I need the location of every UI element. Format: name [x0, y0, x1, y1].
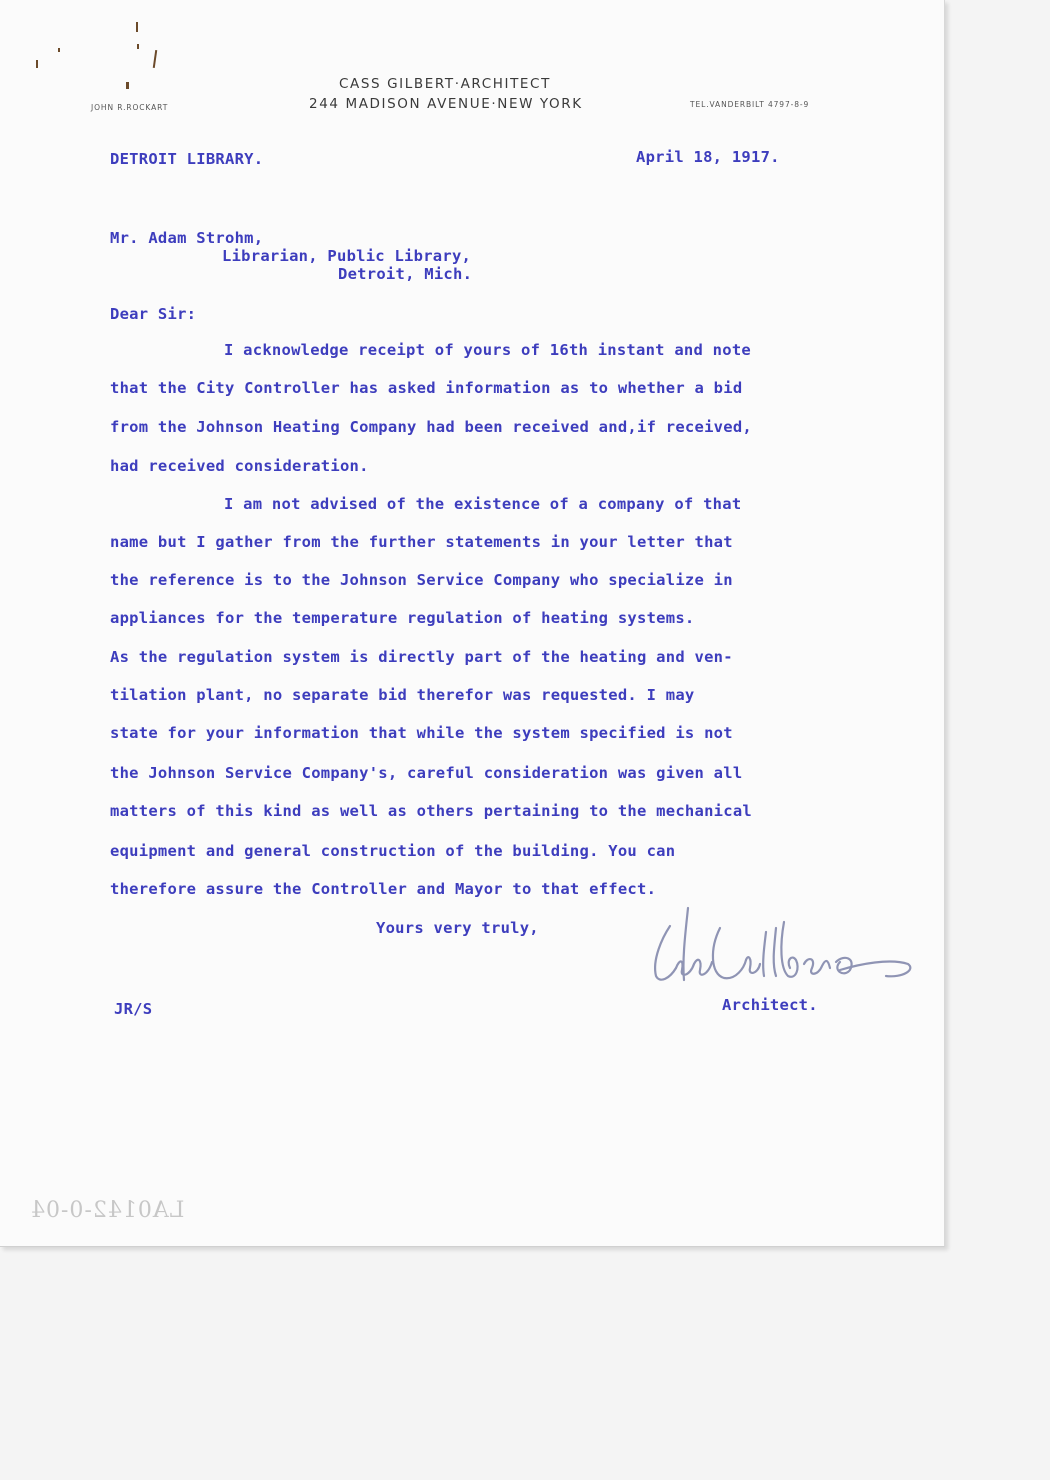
subject-line: DETROIT LIBRARY. — [110, 150, 264, 168]
signer-title: Architect. — [722, 996, 818, 1014]
body-line: therefore assure the Controller and Mayor to that effect. — [110, 880, 657, 898]
body-line: tilation plant, no separate bid therefor was requested. I may — [110, 686, 695, 704]
body-line: appliances for the temperature regulation of heating systems. — [110, 609, 695, 627]
letterhead-left-name: JOHN R.ROCKART — [91, 103, 169, 112]
recipient-title: Librarian, Public Library, — [222, 247, 472, 265]
recipient-city: Detroit, Mich. — [338, 265, 473, 283]
body-line: the reference is to the Johnson Service Company who specialize in — [110, 571, 733, 589]
paper-mark — [126, 82, 129, 89]
body-line: equipment and general construction of the building. You can — [110, 842, 676, 860]
paper-mark — [136, 22, 138, 32]
closing: Yours very truly, — [376, 919, 539, 937]
letterhead-telephone: TEL.VANDERBILT 4797-8-9 — [690, 100, 810, 109]
paper-mark — [153, 50, 157, 68]
typist-initials: JR/S — [114, 1000, 153, 1018]
letterhead-address: 244 MADISON AVENUE·NEW YORK — [309, 96, 583, 112]
salutation: Dear Sir: — [110, 305, 197, 323]
letterhead-firm: CASS GILBERT·ARCHITECT — [339, 76, 551, 92]
body-line: As the regulation system is directly part of the heating and ven- — [110, 648, 733, 666]
body-line: I am not advised of the existence of a company of that — [224, 495, 742, 513]
signature-image — [640, 898, 915, 993]
body-line: name but I gather from the further statements in your letter that — [110, 533, 733, 551]
body-line: from the Johnson Heating Company had been received and,if received, — [110, 418, 752, 436]
body-line: state for your information that while the system specified is not — [110, 724, 733, 742]
body-line: had received consideration. — [110, 457, 369, 475]
body-line: the Johnson Service Company's, careful consideration was given all — [110, 764, 743, 782]
letter-date: April 18, 1917. — [636, 148, 780, 166]
paper-mark — [58, 48, 60, 52]
paper-mark — [36, 60, 38, 68]
body-line: I acknowledge receipt of yours of 16th instant and note — [224, 341, 751, 359]
body-line: matters of this kind as well as others pertaining to the mechanical — [110, 802, 752, 820]
body-line: that the City Controller has asked information as to whether a bid — [110, 379, 743, 397]
reverse-side-ghost-text: LA0142-0-04 — [30, 1198, 185, 1223]
paper-mark — [137, 44, 139, 49]
recipient-name: Mr. Adam Strohm, — [110, 229, 264, 247]
